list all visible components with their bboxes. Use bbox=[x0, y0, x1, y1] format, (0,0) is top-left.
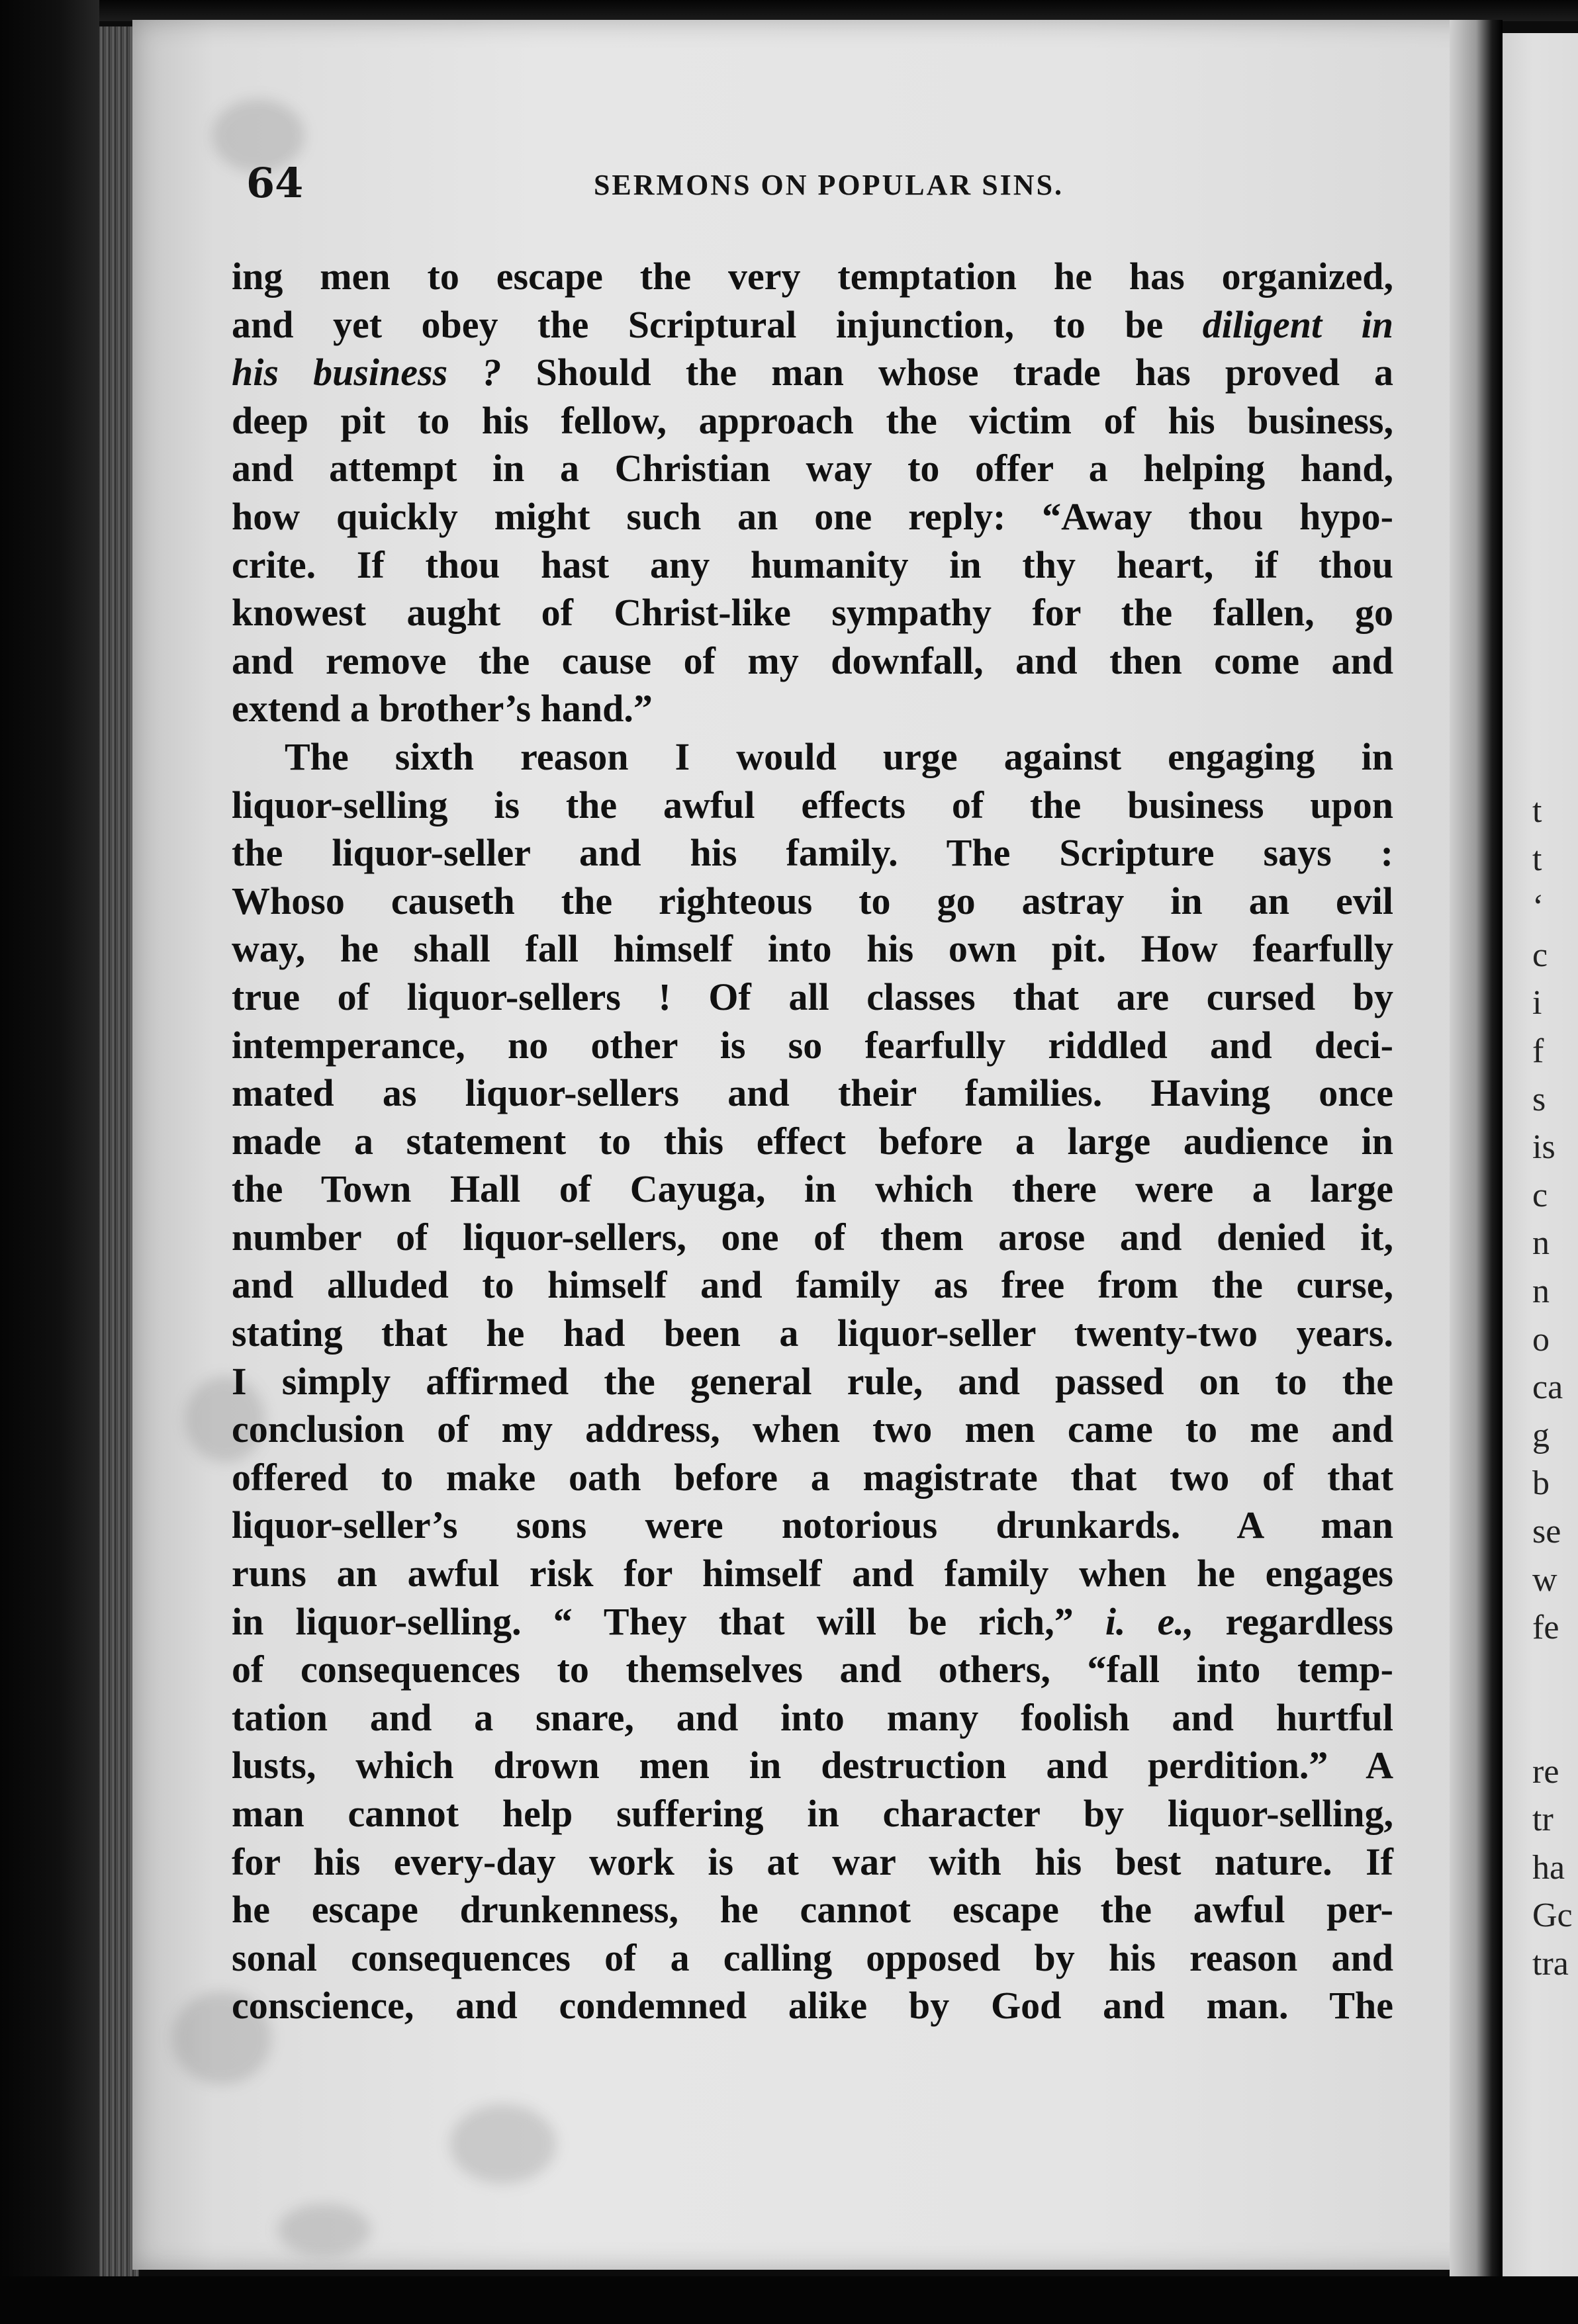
line-segment: crite. If thou hast any humanity in thy heart, if thou bbox=[232, 543, 1393, 586]
line-segment: man cannot help suffering in character by liquor-selling, bbox=[232, 1792, 1393, 1835]
line-segment: I simply affirmed the general rule, and passed on to the bbox=[232, 1359, 1393, 1403]
facing-page-fragment: ca bbox=[1532, 1368, 1563, 1407]
text-line bbox=[232, 1501, 1393, 1550]
facing-page-fragment: tr bbox=[1532, 1801, 1554, 1839]
line-segment: Whoso causeth the righteous to go astray in an evil bbox=[232, 879, 1393, 922]
facing-page-fragment: t bbox=[1532, 840, 1542, 878]
page-stain bbox=[278, 2204, 371, 2257]
line-segment: conscience, and condemned alike by God and man. The bbox=[232, 1984, 1393, 2028]
text-line bbox=[232, 1982, 1393, 2030]
page-header bbox=[246, 159, 1411, 212]
text-line bbox=[232, 1694, 1393, 1742]
text-line bbox=[232, 349, 1393, 397]
text-line bbox=[232, 829, 1393, 877]
facing-page-fragment: n bbox=[1532, 1272, 1550, 1310]
text-line bbox=[232, 1358, 1393, 1406]
line-segment: true of liquor-sellers ! Of all classes that are cursed by bbox=[232, 975, 1393, 1018]
text-line bbox=[232, 1406, 1393, 1454]
text-line bbox=[232, 637, 1393, 686]
page-stain bbox=[450, 2104, 556, 2184]
text-line bbox=[232, 1742, 1393, 1790]
text-line bbox=[232, 1598, 1393, 1646]
text-line bbox=[232, 877, 1393, 926]
italic-phrase: his business ? bbox=[232, 351, 502, 394]
facing-page-fragment bbox=[1532, 1652, 1578, 1748]
line-segment: for his every-day work is at war with his best nature. If bbox=[232, 1840, 1393, 1883]
text-line bbox=[232, 973, 1393, 1022]
line-segment: offered to make oath before a magistrate that two of that bbox=[232, 1455, 1393, 1499]
text-line bbox=[232, 1550, 1393, 1598]
line-segment: mated as liquor-sellers and their families. Having once bbox=[232, 1071, 1393, 1115]
text-line bbox=[232, 685, 1393, 733]
gutter bbox=[1450, 20, 1503, 2290]
text-line bbox=[232, 1886, 1393, 1934]
text-line bbox=[232, 589, 1393, 637]
text-line bbox=[232, 1069, 1393, 1118]
line-segment: the liquor-seller and his family. The Scripture says : bbox=[232, 831, 1393, 875]
text-line bbox=[232, 301, 1393, 349]
text-line bbox=[232, 1310, 1393, 1358]
text-line bbox=[232, 541, 1393, 590]
facing-page-fragment: s bbox=[1532, 1080, 1546, 1118]
facing-page-fragment: is bbox=[1532, 1128, 1555, 1167]
line-segment: the Town Hall of Cayuga, in which there were a large bbox=[232, 1167, 1393, 1211]
facing-page-fragment: c bbox=[1532, 1176, 1548, 1214]
facing-page-fragment: i bbox=[1532, 984, 1542, 1022]
text-line bbox=[232, 1118, 1393, 1166]
facing-page-fragment: t bbox=[1532, 792, 1542, 830]
line-segment: Should the man whose trade has proved a bbox=[501, 351, 1393, 394]
facing-page-fragment: f bbox=[1532, 1032, 1544, 1070]
line-segment: and attempt in a Christian way to offer a helping hand, bbox=[232, 447, 1393, 490]
page-number: 64 bbox=[246, 159, 304, 207]
facing-page-fragment: n bbox=[1532, 1224, 1550, 1263]
text-line bbox=[232, 1214, 1393, 1262]
text-line bbox=[232, 1934, 1393, 1983]
text-line bbox=[232, 1165, 1393, 1214]
line-segment: knowest aught of Christ-like sympathy for the fallen, go bbox=[232, 591, 1393, 635]
line-segment: ing men to escape the very temptation he has organized, bbox=[232, 255, 1393, 298]
facing-page-fragment: tra bbox=[1532, 1945, 1569, 1983]
line-segment: sonal consequences of a calling opposed by his reason and bbox=[232, 1936, 1393, 1979]
facing-page-fragment: ha bbox=[1532, 1848, 1565, 1887]
facing-page-fragment: g bbox=[1532, 1416, 1550, 1454]
facing-page-fragment: ‘ bbox=[1532, 888, 1544, 926]
line-segment: of consequences to themselves and others, “fall into temp- bbox=[232, 1648, 1393, 1691]
line-segment: he escape drunkenness, he cannot escape the awful per- bbox=[232, 1888, 1393, 1932]
line-segment: tation and a snare, and into many foolish and hurtful bbox=[232, 1695, 1393, 1739]
facing-page-fragment: b bbox=[1532, 1464, 1550, 1503]
text-line bbox=[232, 1838, 1393, 1887]
facing-page-fragment: w bbox=[1532, 1560, 1557, 1599]
binding-shadow bbox=[0, 0, 99, 2324]
italic-phrase: diligent in bbox=[1202, 302, 1394, 346]
line-segment: stating that he had been a liquor-seller twenty-two years. bbox=[232, 1312, 1393, 1355]
text-line bbox=[232, 1790, 1393, 1838]
line-segment: runs an awful risk for himself and family when he engages bbox=[232, 1552, 1393, 1595]
line-segment: deep pit to his fellow, approach the victim of his business, bbox=[232, 398, 1393, 442]
text-line bbox=[232, 1261, 1393, 1310]
line-segment: liquor-selling is the awful effects of the business upon bbox=[232, 783, 1393, 827]
line-segment: extend a brother’s hand.” bbox=[232, 687, 653, 731]
text-line bbox=[232, 1454, 1393, 1502]
text-line bbox=[232, 733, 1393, 782]
line-segment: way, he shall fall himself into his own pit. How fearfully bbox=[232, 927, 1393, 971]
line-segment: regardless bbox=[1193, 1599, 1393, 1643]
facing-page-fragment: c bbox=[1532, 936, 1548, 974]
line-segment: and yet obey the Scriptural injunction, to be bbox=[232, 302, 1203, 346]
text-line bbox=[232, 1646, 1393, 1694]
line-segment: number of liquor-sellers, one of them arose and denied it, bbox=[232, 1215, 1393, 1259]
text-line bbox=[232, 782, 1393, 830]
facing-page-text bbox=[1532, 787, 1578, 1989]
body-text bbox=[232, 253, 1393, 2030]
top-shadow bbox=[99, 0, 1578, 21]
text-line bbox=[232, 397, 1393, 445]
italic-phrase: i. e., bbox=[1105, 1599, 1194, 1643]
facing-page-fragment: se bbox=[1532, 1512, 1561, 1550]
line-segment: in liquor-selling. “ They that will be rich,” bbox=[232, 1599, 1105, 1643]
text-line bbox=[232, 1022, 1393, 1070]
facing-page-fragment: re bbox=[1532, 1752, 1559, 1791]
line-segment: made a statement to this effect before a large audience in bbox=[232, 1119, 1393, 1163]
line-segment: conclusion of my address, when two men came to me and bbox=[232, 1408, 1393, 1451]
line-segment: The sixth reason I would urge against engaging in bbox=[285, 735, 1393, 778]
line-segment: and alluded to himself and family as free from the curse, bbox=[232, 1263, 1393, 1307]
line-segment: and remove the cause of my downfall, and then come and bbox=[232, 639, 1393, 682]
facing-page-fragment: o bbox=[1532, 1320, 1550, 1359]
bottom-shadow bbox=[0, 2276, 1578, 2324]
line-segment: lusts, which drown men in destruction and perdition.” A bbox=[232, 1744, 1393, 1787]
running-title: SERMONS ON POPULAR SINS. bbox=[593, 169, 1064, 201]
text-line bbox=[232, 253, 1393, 301]
facing-page-fragment: Gc bbox=[1532, 1897, 1573, 1935]
line-segment: how quickly might such an one reply: “Away thou hypo- bbox=[232, 494, 1393, 538]
facing-page-fragment: fe bbox=[1532, 1609, 1559, 1647]
line-segment: intemperance, no other is so fearfully riddled and deci- bbox=[232, 1023, 1393, 1067]
text-line bbox=[232, 493, 1393, 541]
line-segment: liquor-seller’s sons were notorious drunkards. A man bbox=[232, 1503, 1393, 1547]
text-line bbox=[232, 925, 1393, 973]
text-line bbox=[232, 445, 1393, 493]
